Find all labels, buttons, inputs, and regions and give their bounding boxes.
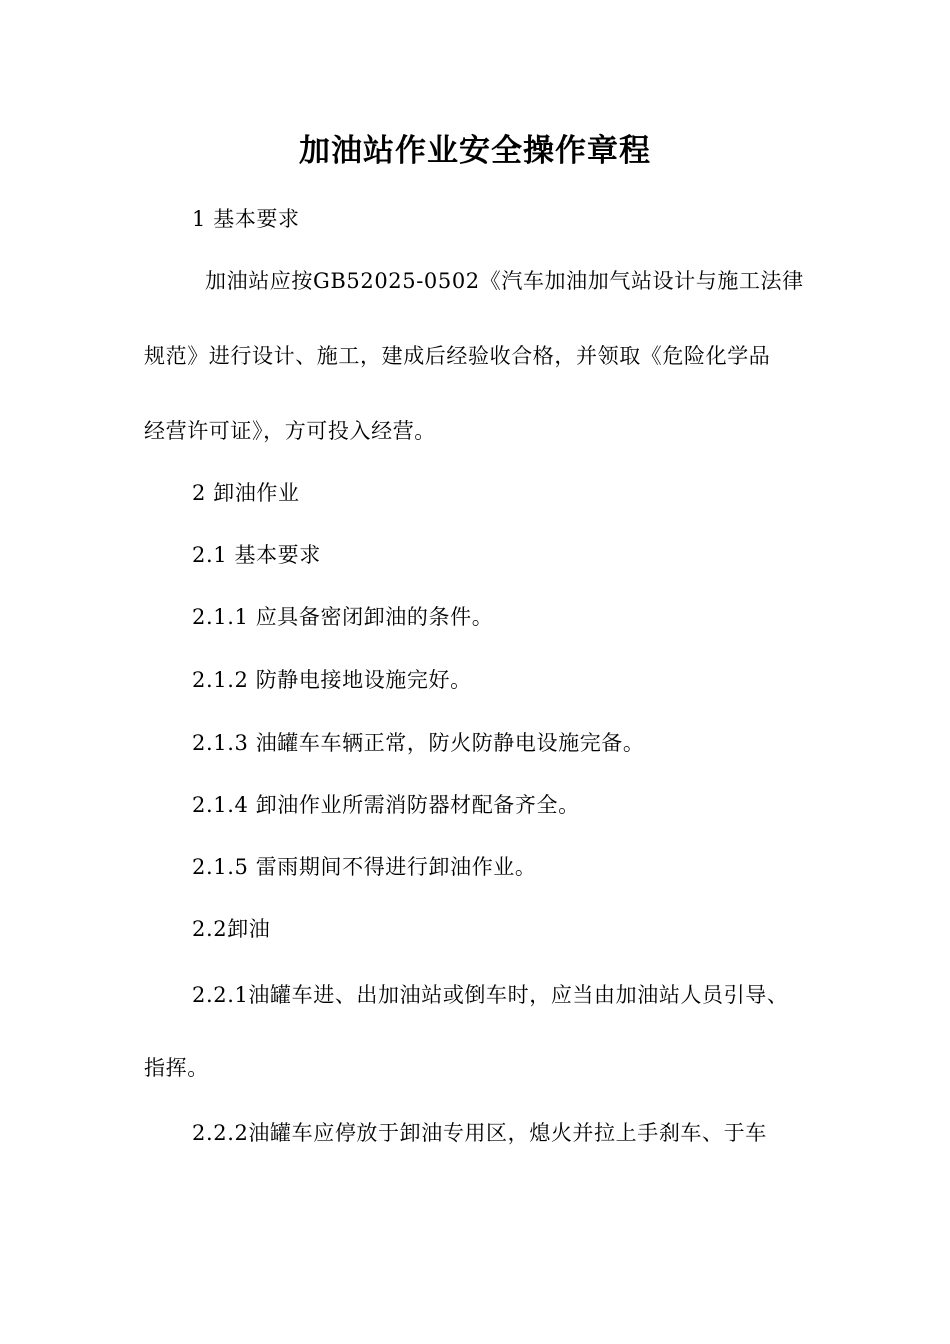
paragraph-line: 加油站应按GB52025-0502《汽车加油加气站设计与施工法律	[205, 269, 804, 293]
document-title: 加油站作业安全操作章程	[299, 133, 651, 169]
paragraph-line: 经营许可证》，方可投入经营。	[144, 419, 436, 443]
clause-line: 2.1.1 应具备密闭卸油的条件。	[192, 605, 494, 629]
clause-line: 2.2.1油罐车进、出加油站或倒车时，应当由加油站人员引导、	[192, 983, 789, 1007]
clause-line: 2.1.2 防静电接地设施完好。	[192, 668, 472, 692]
paragraph-line: 规范》进行设计、施工，建成后经验收合格，并领取《危险化学品	[144, 344, 771, 368]
section-heading-1: 1 基本要求	[192, 207, 300, 231]
clause-line: 指挥。	[144, 1056, 209, 1080]
clause-line: 2.2.2油罐车应停放于卸油专用区，熄火并拉上手刹车、于车	[192, 1121, 767, 1145]
clause-line: 2.1.4 卸油作业所需消防器材配备齐全。	[192, 793, 580, 817]
subsection-heading: 2.2卸油	[192, 917, 271, 941]
clause-line: 2.1.3 油罐车车辆正常，防火防静电设施完备。	[192, 731, 645, 755]
clause-line: 2.1.5 雷雨期间不得进行卸油作业。	[192, 855, 537, 879]
section-heading-2: 2 卸油作业	[192, 481, 300, 505]
subsection-heading: 2.1 基本要求	[192, 543, 321, 567]
